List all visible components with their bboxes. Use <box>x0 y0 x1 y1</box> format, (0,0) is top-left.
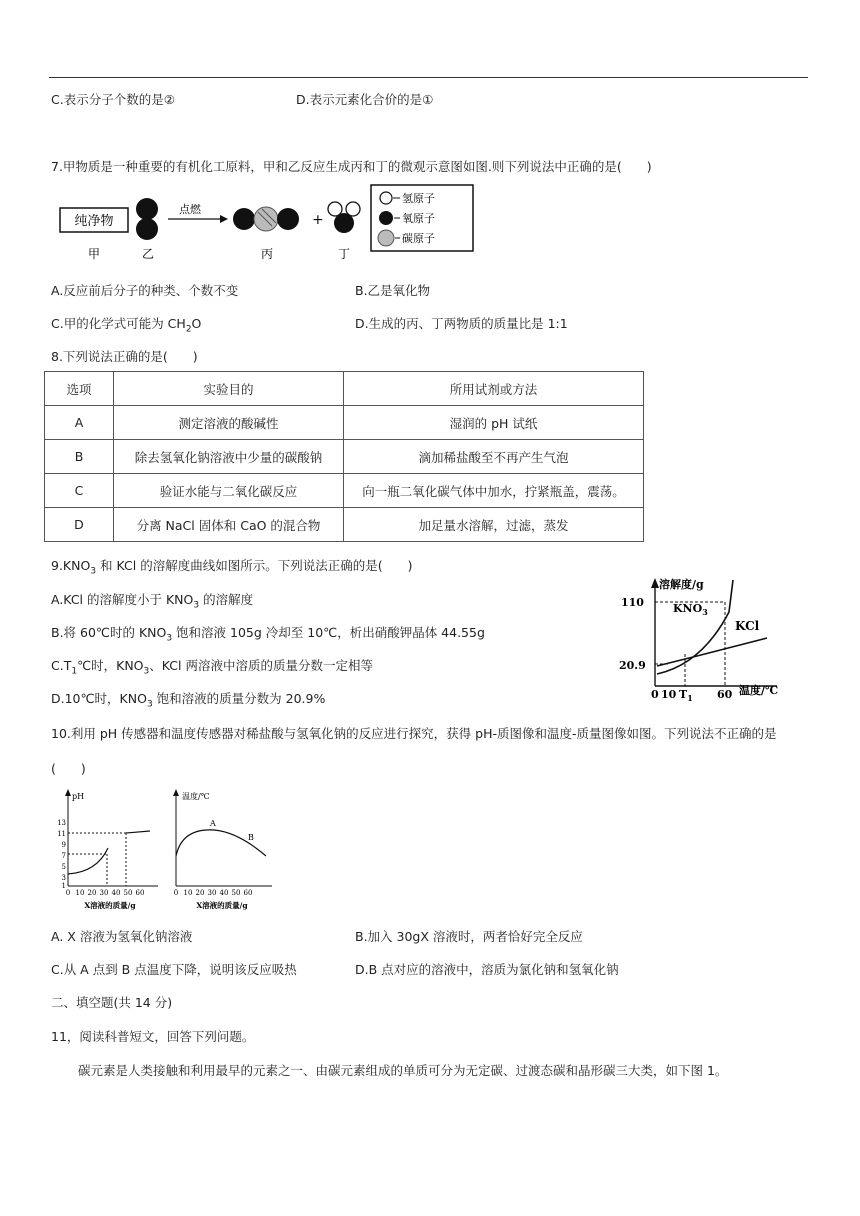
q11-paragraph: 碳元素是人类接触和利用最早的元素之一、由碳元素组成的单质可分为无定碳、过渡态碳和晶形碳三大类，如下图 1。 <box>78 1063 728 1078</box>
kno3-curve <box>657 580 733 674</box>
svg-text:60: 60 <box>243 889 253 897</box>
q6-option-d: D.表示元素化合价的是① <box>296 92 434 107</box>
oxygen-atom <box>136 198 158 220</box>
point-a: A <box>210 819 216 828</box>
q10-stem-paren: ( ) <box>51 761 86 776</box>
x-tick-t1: $T_1$ <box>679 688 693 702</box>
svg-text:60: 60 <box>135 889 145 897</box>
svg-text:11: 11 <box>57 830 66 838</box>
svg-text:50: 50 <box>123 889 133 897</box>
q7-option-c: C.甲的化学式可能为 $CH_2O$ <box>51 316 202 335</box>
plus-sign: + <box>312 212 324 228</box>
svg-text:10: 10 <box>75 889 85 897</box>
y-axis-label: 溶解度/g <box>659 578 704 591</box>
arrow-head <box>220 215 228 223</box>
legend-oxygen: 氧原子 <box>402 212 435 225</box>
svg-text:1: 1 <box>61 882 66 890</box>
svg-text:0: 0 <box>651 688 659 701</box>
label-ding: 丁 <box>338 247 351 261</box>
svg-text:0: 0 <box>65 889 71 897</box>
header-option: 选项 <box>45 372 114 406</box>
q9-option-d: D.10℃时，$KNO_3$ 饱和溶液的质量分数为 20.9% <box>51 691 326 710</box>
q9-solubility-chart <box>617 574 785 702</box>
header-method: 所用试剂或方法 <box>344 372 644 406</box>
label-bing: 丙 <box>261 247 274 261</box>
q7-stem: 7.甲物质是一种重要的有机化工原料，甲和乙反应生成丙和丁的微观示意图如图.则下列说法中正确的是( ) <box>51 159 652 174</box>
svg-text:7: 7 <box>61 852 66 860</box>
carbon-atom <box>254 207 278 231</box>
box-label: 纯净物 <box>74 214 114 229</box>
point-b: B <box>248 833 254 842</box>
q8-stem: 8.下列说法正确的是( ) <box>51 349 198 364</box>
legend-carbon: 碳原子 <box>402 232 435 245</box>
q10-option-c: C.从 A 点到 B 点温度下降，说明该反应吸热 <box>51 962 297 977</box>
q10-temp-chart <box>168 786 276 914</box>
kcl-curve <box>657 638 767 666</box>
label-yi: 乙 <box>142 247 155 261</box>
q10-option-a: A. X 溶液为氢氧化钠溶液 <box>51 929 193 944</box>
q10-ph-chart <box>52 786 162 914</box>
table-row: D 分离 NaCl 固体和 CaO 的混合物 加足量水溶解，过滤，蒸发 <box>45 508 644 542</box>
q6-option-c: C.表示分子个数的是② <box>51 92 175 107</box>
y-tick-20-9: 20.9 <box>619 659 646 672</box>
legend-hydrogen: 氢原子 <box>402 192 435 205</box>
oxygen-atom <box>277 208 299 230</box>
svg-text:9: 9 <box>61 841 66 849</box>
ph-ylabel: pH <box>72 792 85 801</box>
q10-option-d: D.B 点对应的溶液中，溶质为氯化钠和氢氧化钠 <box>355 962 619 977</box>
q9-option-c: $C.T_1℃$时，$KNO_3$、KCl 两溶液中溶质的质量分数一定相等 <box>51 658 373 677</box>
kno3-label: $KNO_3$ <box>673 602 708 617</box>
svg-text:30: 30 <box>99 889 109 897</box>
section-heading: 二、填空题(共 14 分) <box>51 995 173 1010</box>
table-row: A 测定溶液的酸碱性 湿润的 pH 试纸 <box>45 406 644 440</box>
q8-table <box>44 371 644 542</box>
svg-text:5: 5 <box>61 863 66 871</box>
header-rule <box>49 77 808 78</box>
q7-option-a: A.反应前后分子的种类、个数不变 <box>51 283 239 298</box>
kcl-label: KCl <box>735 619 760 633</box>
q7-option-d: D.生成的丙、丁两物质的质量比是 1:1 <box>355 316 568 331</box>
svg-text:10: 10 <box>661 688 677 701</box>
svg-text:40: 40 <box>111 889 121 897</box>
temp-xlabel: X溶液的质量/g <box>196 901 248 910</box>
table-row: B 除去氢氧化钠溶液中少量的碳酸钠 滴加稀盐酸至不再产生气泡 <box>45 440 644 474</box>
svg-text:3: 3 <box>61 874 66 882</box>
table-row: C 验证水能与二氧化碳反应 向一瓶二氧化碳气体中加水，拧紧瓶盖，震荡。 <box>45 474 644 508</box>
q10-stem: 10.利用 pH 传感器和温度传感器对稀盐酸与氢氧化钠的反应进行探究，获得 pH-质图像和温度-质量图像如图。下列说法不正确的是 <box>51 726 777 741</box>
svg-text:20: 20 <box>87 889 97 897</box>
svg-text:50: 50 <box>231 889 241 897</box>
svg-text:30: 30 <box>207 889 217 897</box>
q7-option-b: B.乙是氧化物 <box>355 283 431 298</box>
x-axis-label: 温度/℃ <box>739 684 779 697</box>
svg-text:13: 13 <box>57 819 66 827</box>
svg-text:60: 60 <box>717 688 733 701</box>
header-purpose: 实验目的 <box>114 372 344 406</box>
q9-option-b: B.将 60℃时的 $KNO_3$ 饱和溶液 105g 冷却至 10℃，析出硝酸钾晶体 44.55g <box>51 625 485 644</box>
ph-xlabel: X溶液的质量/g <box>84 901 136 910</box>
svg-text:10: 10 <box>183 889 193 897</box>
svg-text:40: 40 <box>219 889 229 897</box>
q10-option-b: B.加入 30gX 溶液时，两者恰好完全反应 <box>355 929 583 944</box>
oxygen-atom <box>136 218 158 240</box>
label-jia: 甲 <box>88 247 101 261</box>
oxygen-atom <box>334 213 354 233</box>
svg-text:0: 0 <box>173 889 179 897</box>
arrow-label: 点燃 <box>179 203 201 216</box>
q7-reaction-diagram <box>50 182 480 266</box>
temp-ylabel: 温度/℃ <box>182 792 210 801</box>
q9-option-a: A.KCl 的溶解度小于 $KNO_3$ 的溶解度 <box>51 592 254 611</box>
q9-stem: $9.KNO_3$ 和 KCl 的溶解度曲线如图所示。下列说法正确的是( ) <box>51 558 413 577</box>
svg-text:20: 20 <box>195 889 205 897</box>
table-header-row <box>45 372 644 406</box>
oxygen-atom <box>233 208 255 230</box>
y-tick-110: 110 <box>621 596 644 609</box>
q11-stem: 11，阅读科普短文，回答下列问题。 <box>51 1029 255 1044</box>
